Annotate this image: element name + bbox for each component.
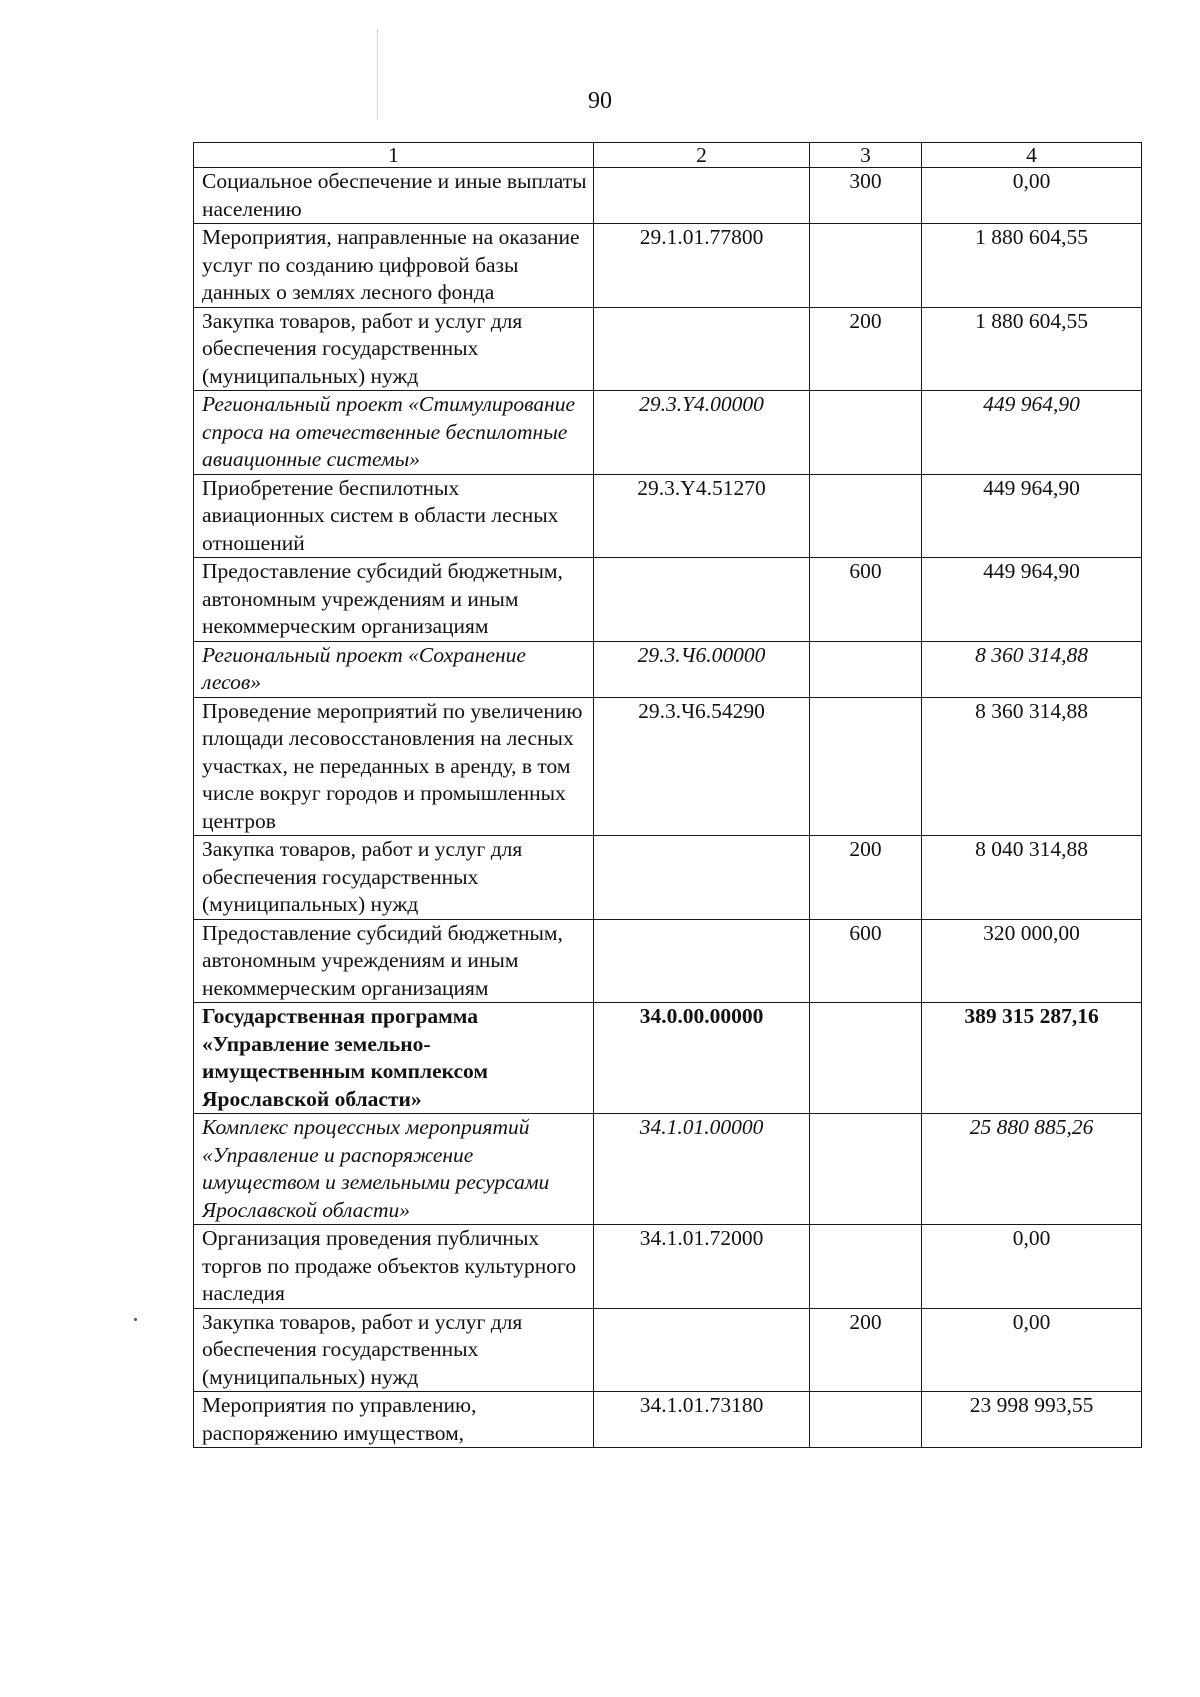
row-name-cell: Региональный проект «Стимулирование спроса на отечественные беспилотные авиационные системы» bbox=[194, 391, 594, 475]
row-name-cell: Проведение мероприятий по увеличению площади лесовосстановления на лесных участках, не переданных в аренду, в том числе вокруг городов и промышленных центров bbox=[194, 697, 594, 836]
table-row bbox=[194, 391, 1142, 475]
row-amount-cell: 8 360 314,88 bbox=[922, 697, 1142, 836]
row-amount-cell: 0,00 bbox=[922, 1225, 1142, 1309]
row-amount-cell: 1 880 604,55 bbox=[922, 224, 1142, 308]
table-header-row bbox=[194, 143, 1142, 168]
table-row bbox=[194, 836, 1142, 920]
row-amount-cell: 8 040 314,88 bbox=[922, 836, 1142, 920]
table-row bbox=[194, 697, 1142, 836]
row-expense-type-cell: 200 bbox=[810, 836, 922, 920]
row-amount-cell: 449 964,90 bbox=[922, 558, 1142, 642]
row-name-cell: Региональный проект «Сохранение лесов» bbox=[194, 641, 594, 697]
row-amount-cell: 25 880 885,26 bbox=[922, 1114, 1142, 1225]
row-code-cell: 29.3.Y4.00000 bbox=[594, 391, 810, 475]
row-code-cell: 29.1.01.77800 bbox=[594, 224, 810, 308]
table-row bbox=[194, 1003, 1142, 1114]
table-body bbox=[194, 168, 1142, 1448]
row-expense-type-cell bbox=[810, 391, 922, 475]
row-name-cell: Закупка товаров, работ и услуг для обеспечения государственных (муниципальных) нужд bbox=[194, 836, 594, 920]
row-amount-cell: 0,00 bbox=[922, 168, 1142, 224]
row-expense-type-cell bbox=[810, 1225, 922, 1309]
row-code-cell bbox=[594, 558, 810, 642]
row-code-cell: 34.1.01.72000 bbox=[594, 1225, 810, 1309]
table-row bbox=[194, 558, 1142, 642]
row-expense-type-cell: 200 bbox=[810, 307, 922, 391]
row-amount-cell: 23 998 993,55 bbox=[922, 1392, 1142, 1448]
row-expense-type-cell bbox=[810, 1392, 922, 1448]
table-row bbox=[194, 1225, 1142, 1309]
row-amount-cell: 0,00 bbox=[922, 1308, 1142, 1392]
row-expense-type-cell: 600 bbox=[810, 919, 922, 1003]
table-row bbox=[194, 919, 1142, 1003]
header-cell: 4 bbox=[922, 143, 1142, 168]
row-code-cell: 34.1.01.73180 bbox=[594, 1392, 810, 1448]
row-name-cell: Организация проведения публичных торгов по продаже объектов культурного наследия bbox=[194, 1225, 594, 1309]
row-name-cell: Комплекс процессных мероприятий «Управление и распоряжение имуществом и земельными ресурсами Ярославской области» bbox=[194, 1114, 594, 1225]
row-name-cell: Мероприятия по управлению, распоряжению имуществом, bbox=[194, 1392, 594, 1448]
table-row bbox=[194, 1392, 1142, 1448]
header-cell: 1 bbox=[194, 143, 594, 168]
row-name-cell: Государственная программа «Управление земельно-имущественным комплексом Ярославской области» bbox=[194, 1003, 594, 1114]
row-expense-type-cell bbox=[810, 1003, 922, 1114]
table-row bbox=[194, 474, 1142, 558]
row-expense-type-cell bbox=[810, 474, 922, 558]
row-code-cell bbox=[594, 836, 810, 920]
row-amount-cell: 389 315 287,16 bbox=[922, 1003, 1142, 1114]
row-amount-cell: 449 964,90 bbox=[922, 391, 1142, 475]
table-row bbox=[194, 1114, 1142, 1225]
row-code-cell bbox=[594, 1308, 810, 1392]
row-name-cell: Предоставление субсидий бюджетным, автономным учреждениям и иным некоммерческим организациям bbox=[194, 558, 594, 642]
page-number: 90 bbox=[588, 88, 612, 114]
row-expense-type-cell: 600 bbox=[810, 558, 922, 642]
row-name-cell: Социальное обеспечение и иные выплаты населению bbox=[194, 168, 594, 224]
row-amount-cell: 320 000,00 bbox=[922, 919, 1142, 1003]
row-expense-type-cell bbox=[810, 697, 922, 836]
scan-artifact-dot bbox=[134, 1318, 137, 1321]
row-expense-type-cell: 300 bbox=[810, 168, 922, 224]
row-code-cell: 34.1.01.00000 bbox=[594, 1114, 810, 1225]
row-amount-cell: 449 964,90 bbox=[922, 474, 1142, 558]
row-code-cell bbox=[594, 919, 810, 1003]
row-code-cell: 29.3.Ч6.00000 bbox=[594, 641, 810, 697]
table-row bbox=[194, 168, 1142, 224]
scan-artifact-line bbox=[377, 30, 378, 120]
table-row bbox=[194, 1308, 1142, 1392]
row-name-cell: Приобретение беспилотных авиационных систем в области лесных отношений bbox=[194, 474, 594, 558]
row-code-cell: 34.0.00.00000 bbox=[594, 1003, 810, 1114]
row-code-cell bbox=[594, 168, 810, 224]
row-amount-cell: 8 360 314,88 bbox=[922, 641, 1142, 697]
budget-table bbox=[193, 142, 1142, 1448]
header-cell: 3 bbox=[810, 143, 922, 168]
row-expense-type-cell bbox=[810, 224, 922, 308]
row-name-cell: Предоставление субсидий бюджетным, автономным учреждениям и иным некоммерческим организациям bbox=[194, 919, 594, 1003]
table-row bbox=[194, 224, 1142, 308]
table-row bbox=[194, 307, 1142, 391]
row-code-cell bbox=[594, 307, 810, 391]
row-expense-type-cell bbox=[810, 641, 922, 697]
table-row bbox=[194, 641, 1142, 697]
row-code-cell: 29.3.Ч6.54290 bbox=[594, 697, 810, 836]
row-name-cell: Закупка товаров, работ и услуг для обеспечения государственных (муниципальных) нужд bbox=[194, 1308, 594, 1392]
row-name-cell: Мероприятия, направленные на оказание услуг по созданию цифровой базы данных о землях лесного фонда bbox=[194, 224, 594, 308]
row-name-cell: Закупка товаров, работ и услуг для обеспечения государственных (муниципальных) нужд bbox=[194, 307, 594, 391]
row-code-cell: 29.3.Y4.51270 bbox=[594, 474, 810, 558]
header-cell: 2 bbox=[594, 143, 810, 168]
row-expense-type-cell: 200 bbox=[810, 1308, 922, 1392]
row-amount-cell: 1 880 604,55 bbox=[922, 307, 1142, 391]
row-expense-type-cell bbox=[810, 1114, 922, 1225]
